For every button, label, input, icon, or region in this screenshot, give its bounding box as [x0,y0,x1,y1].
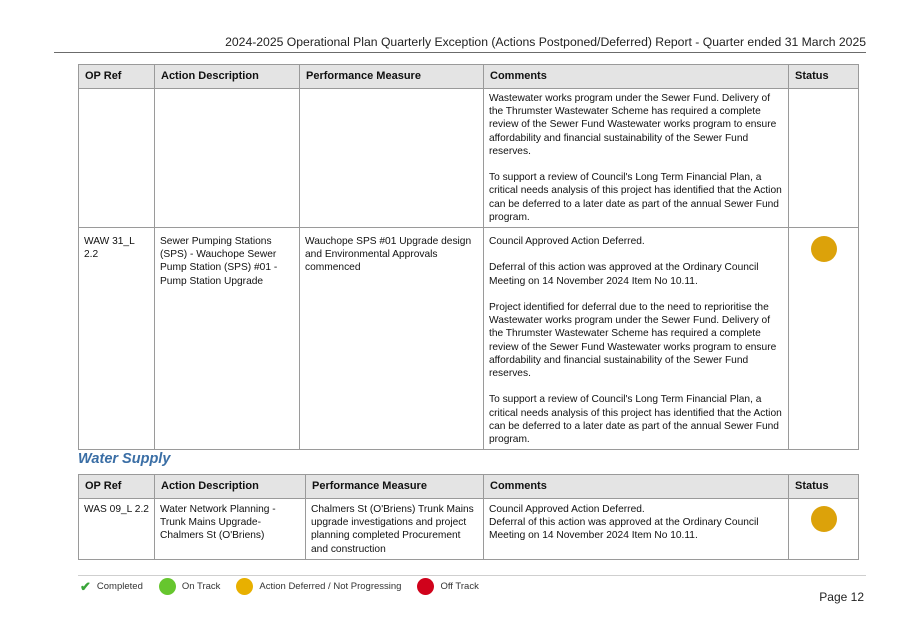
legend-label: Off Track [440,581,479,592]
legend-label: Action Deferred / Not Progressing [259,581,402,592]
col-header-op-ref: OP Ref [79,475,155,499]
cell-op-ref: WAW 31_L 2.2 [79,228,155,450]
cell-action: Sewer Pumping Stations (SPS) - Wauchope Sewer Pump Station (SPS) #01 - Pump Station Upgrade [155,228,300,450]
legend-label: Completed [96,581,143,592]
off-track-dot-icon [417,578,434,595]
cell-measure [300,89,484,228]
cell-status [789,499,859,560]
on-track-dot-icon [159,578,176,595]
deferred-dot-icon [236,578,253,595]
comment-paragraph: To support a review of Council's Long Term Financial Plan, a critical needs analysis of this project has identified that the Action can be deferred to a later date as part of the annual Sewer Fund program. [489,172,782,223]
comment-paragraph: Wastewater works program under the Sewer Fund. Delivery of the Thrumster Wastewater Scheme has required a complete review of the Sewer Fund Wastewater works program to ensure affordability and financial sustainability of the Sewer Fund reserves. [489,93,777,157]
page-number: Page 12 [819,590,864,604]
legend-item-deferred [236,578,401,595]
cell-comments [484,499,789,560]
cell-op-ref [79,89,155,228]
comment-line: Council Approved Action Deferred. [489,504,645,515]
comment-paragraph: To support a review of Council's Long Term Financial Plan, a critical needs analysis of this project has identified that the Action can be deferred to a later date as part of the annual Sewer Fund program. [489,394,782,446]
comment-paragraph: Project identified for deferral due to the need to reprioritise the Wastewater works program under the Sewer Fund. Delivery of the Thrumster Wastewater Scheme has required a complete review of the Sewer Fund Wastewater works program to ensure affordability and financial sustainability of the Sewer Fund reserves. [489,302,777,380]
cell-comments [484,89,789,228]
table-header-row [79,65,859,89]
legend-item-on-track [159,578,221,595]
col-header-status: Status [789,475,859,499]
status-deferred-icon [811,506,837,532]
footer-divider [78,575,866,576]
table-header-row [79,475,859,499]
comment-line: Deferral of this action was approved at the Ordinary Council Meeting on 14 November 2024 Item No 10.11. [489,517,759,542]
comment-paragraph: Deferral of this action was approved at the Ordinary Council Meeting on 14 November 2024 Item No 10.11. [489,262,759,287]
col-header-action: Action Description [155,65,300,89]
col-header-measure: Performance Measure [300,65,484,89]
table-row [79,228,859,450]
cell-comments [484,228,789,450]
cell-status [789,89,859,228]
section-title: Water Supply [78,451,171,467]
sewer-actions-table [78,64,859,450]
legend-item-completed [80,579,143,595]
cell-action [155,89,300,228]
col-header-measure: Performance Measure [306,475,484,499]
cell-measure: Wauchope SPS #01 Upgrade design and Environmental Approvals commenced [300,228,484,450]
col-header-comments: Comments [484,65,789,89]
cell-op-ref: WAS 09_L 2.2 [79,499,155,560]
water-actions-table [78,474,859,560]
comment-paragraph: Council Approved Action Deferred. [489,236,645,248]
report-title: 2024-2025 Operational Plan Quarterly Exception (Actions Postponed/Deferred) Report - Quarter ended 31 March 2025 [225,35,866,49]
page-header [54,35,866,53]
status-deferred-icon [811,236,837,262]
cell-status [789,228,859,450]
check-icon: ✔ [80,578,91,594]
table-row [79,89,859,228]
legend-item-off-track [417,578,478,595]
cell-action: Water Network Planning - Trunk Mains Upgrade- Chalmers St (O'Briens) [155,499,306,560]
cell-measure: Chalmers St (O'Briens) Trunk Mains upgrade investigations and project planning completed Procurement and construction [306,499,484,560]
legend-label: On Track [181,581,221,592]
table-row [79,499,859,560]
col-header-status: Status [789,65,859,89]
col-header-action: Action Description [155,475,306,499]
col-header-comments: Comments [484,475,789,499]
col-header-op-ref: OP Ref [79,65,155,89]
status-legend [80,578,487,595]
